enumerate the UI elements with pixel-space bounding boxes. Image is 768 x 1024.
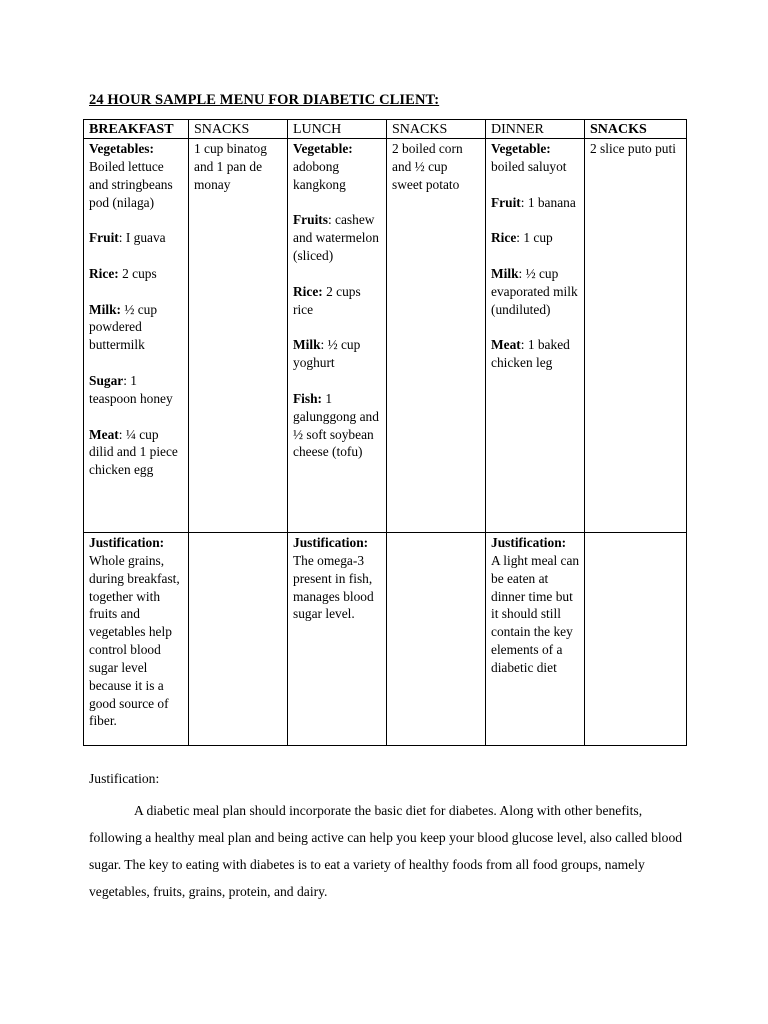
header-snacks-3: SNACKS [585,120,687,139]
lunch-vegetable: Vegetable: adobong kangkong [293,141,353,192]
dinner-rice: Rice: 1 cup [491,230,553,246]
snack-3-justification-cell [585,533,687,746]
breakfast-rice: Rice: 2 cups [89,265,157,281]
dinner-vegetable: Vegetable: boiled saluyot [491,141,567,174]
breakfast-meat: Meat: ¼ cup dilid and 1 piece chicken egg [89,426,178,478]
table-row [84,139,687,533]
header-lunch: LUNCH [288,120,387,139]
dinner-meat: Meat: 1 baked chicken leg [491,337,570,371]
lunch-fruits: Fruits: cashew and watermelon (sliced) [293,212,379,264]
breakfast-justification-cell: Justification: Whole grains, during breakfast, together with fruits and vegetables help control blood sugar level because it is a good source of fiber. [84,533,189,746]
breakfast-fruit: Fruit: I guava [89,230,166,246]
header-snacks-1: SNACKS [189,120,288,139]
dinner-milk: Milk: ½ cup evaporated milk (undiluted) [491,265,578,317]
table-header-row [84,120,687,139]
lunch-justification-cell: Justification: The omega-3 present in fish, manages blood sugar level. [288,533,387,746]
header-dinner: DINNER [486,120,585,139]
lunch-fish: Fish: 1 galunggong and ½ soft soybean cheese (tofu) [293,390,379,460]
header-breakfast: BREAKFAST [84,120,189,139]
justification-section [89,770,689,905]
header-snacks-2: SNACKS [387,120,486,139]
snack-3-cell: 2 slice puto puti [585,139,687,533]
breakfast-sugar: Sugar: 1 teaspoon honey [89,372,173,406]
lunch-rice: Rice: 2 cups rice [293,283,361,317]
meal-plan-table [83,119,687,746]
dinner-justification-cell: Justification: A light meal can be eaten at dinner time but it should still contain the key elements of a diabetic diet [486,533,585,746]
dinner-menu-cell [486,139,585,533]
snack-2-cell: 2 boiled corn and ½ cup sweet potato [387,139,486,533]
snack-2-justification-cell [387,533,486,746]
breakfast-vegetables: Vegetables: Boiled lettuce and stringbeans pod (nilaga) [89,141,173,210]
snack-1-cell: 1 cup binatog and 1 pan de monay [189,139,288,533]
lunch-menu-cell [288,139,387,533]
justification-paragraph: A diabetic meal plan should incorporate the basic diet for diabetes. Along with other benefits, following a healthy meal plan and being active can help you keep your blood glucose level, also called blood sugar. The key to eating with diabetes is to eat a variety of healthy foods from all food groups, namely vegetables, fruits, grains, protein, and dairy. [89,803,683,899]
snack-1-justification-cell [189,533,288,746]
page-title: 24 HOUR SAMPLE MENU FOR DIABETIC CLIENT: [89,92,440,108]
breakfast-milk: Milk: ½ cup powdered buttermilk [89,301,158,353]
lunch-milk: Milk: ½ cup yoghurt [293,337,361,371]
dinner-fruit: Fruit: 1 banana [491,194,576,210]
justification-heading: Justification: [89,771,160,786]
breakfast-menu-cell [84,139,189,533]
table-row [84,533,687,746]
